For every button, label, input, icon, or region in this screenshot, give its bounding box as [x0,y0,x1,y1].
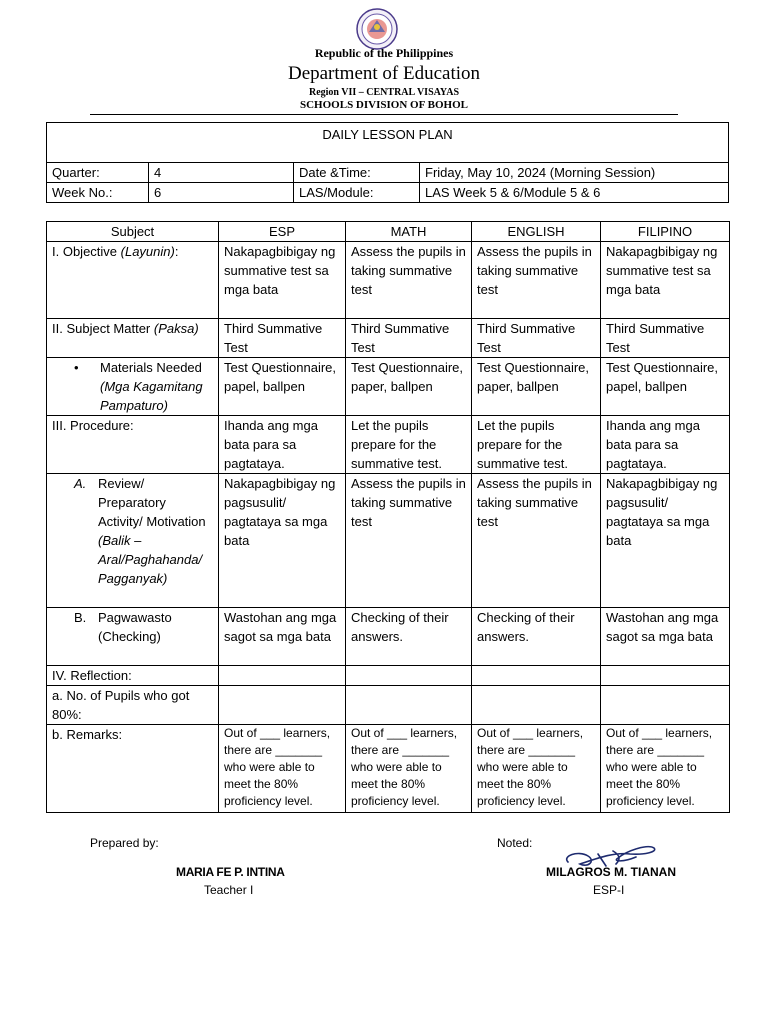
table-cell: Assess the pupils in taking summative test [472,242,601,319]
table-cell: Out of ___ learners, there are _______ who were able to meet the 80% proficiency level. [472,725,601,813]
table-row [47,666,730,686]
table-cell: Let the pupils prepare for the summative test. [472,416,601,474]
table-row [47,242,730,319]
bullet-icon: • [74,360,79,375]
table-cell [601,686,730,725]
table-cell: Nakapagbibigay ng pagsusulit/ pagtataya sa mga bata [219,474,346,608]
materials-label: • Materials Needed (Mga Kagamitang Pampaturo) [47,358,219,416]
deped-seal-icon [356,8,398,50]
table-row [47,474,730,608]
table-cell [472,666,601,686]
table-cell: Out of ___ learners, there are _______ who were able to meet the 80% proficiency level. [346,725,472,813]
table-cell [346,686,472,725]
table-cell: Ihanda ang mga bata para sa pagtataya. [601,416,730,474]
table-cell: Test Questionnaire, paper, ballpen [472,358,601,416]
table-row [47,416,730,474]
table-cell: Wastohan ang mga sagot sa mga bata [219,608,346,666]
module-label: LAS/Module: [294,183,420,203]
table-cell: Nakapagbibigay ng pagsusulit/ pagtataya sa mga bata [601,474,730,608]
column-header: Subject [47,222,219,242]
noted-label: Noted: [497,836,533,850]
republic-line: Republic of the Philippines [314,46,454,60]
table-cell: Test Questionnaire, papel, ballpen [601,358,730,416]
table-cell: Third Summative Test [219,319,346,358]
column-header: ESP [219,222,346,242]
table-cell [346,666,472,686]
table-cell: Out of ___ learners, there are _______ who were able to meet the 80% proficiency level. [601,725,730,813]
checking-label: B. Pagwawasto (Checking) [47,608,219,666]
region-line: Region VII – CENTRAL VISAYAS [308,87,460,98]
module-value: LAS Week 5 & 6/Module 5 & 6 [420,183,729,203]
week-label: Week No.: [47,183,149,203]
table-cell: Third Summative Test [472,319,601,358]
table-cell: Nakapagbibigay ng summative test sa mga bata [219,242,346,319]
objective-label: I. Objective (Layunin): [47,242,219,319]
prepared-by-label: Prepared by: [90,836,159,850]
date-label: Date &Time: [294,163,420,183]
prepared-by-position: Teacher I [204,883,254,897]
quarter-value: 4 [149,163,294,183]
column-header: FILIPINO [601,222,730,242]
table-cell: Out of ___ learners, there are _______ who were able to meet the 80% proficiency level. [219,725,346,813]
plan-title: DAILY LESSON PLAN [47,123,729,163]
table-cell: Assess the pupils in taking summative test [346,242,472,319]
subject-matter-label: II. Subject Matter (Paksa) [47,319,219,358]
prepared-by-name: MARIA FE P. INTINA [176,865,285,879]
lesson-plan-table [46,221,730,813]
remarks-label: b. Remarks: [47,725,219,813]
table-cell: Wastohan ang mga sagot sa mga bata [601,608,730,666]
date-value: Friday, May 10, 2024 (Morning Session) [420,163,729,183]
table-cell: Checking of their answers. [346,608,472,666]
department-title: Department of Education [287,63,481,84]
week-value: 6 [149,183,294,203]
table-cell [219,666,346,686]
table-cell: Ihanda ang mga bata para sa pagtataya. [219,416,346,474]
division-line: SCHOOLS DIVISION OF BOHOL [300,99,468,111]
header-divider [90,114,678,115]
table-cell: Third Summative Test [346,319,472,358]
table-row [47,608,730,666]
table-cell: Assess the pupils in taking summative test [472,474,601,608]
column-header: ENGLISH [472,222,601,242]
table-cell: Test Questionnaire, papel, ballpen [219,358,346,416]
review-label: A. Review/ Preparatory Activity/ Motivation (Balik – Aral/Paghahanda/ Pagganyak) [47,474,219,608]
column-header: MATH [346,222,472,242]
lesson-info-table [46,122,729,203]
table-cell: Test Questionnaire, paper, ballpen [346,358,472,416]
noted-by-position: ESP-I [593,883,625,897]
table-header-row [47,222,730,242]
table-row [47,319,730,358]
table-cell: Assess the pupils in taking summative test [346,474,472,608]
table-cell [601,666,730,686]
table-cell: Checking of their answers. [472,608,601,666]
table-cell [219,686,346,725]
pupils-label: a. No. of Pupils who got 80%: [47,686,219,725]
noted-by-name: MILAGROS M. TIANAN [546,865,676,879]
reflection-label: IV. Reflection: [47,666,219,686]
table-cell: Nakapagbibigay ng summative test sa mga bata [601,242,730,319]
procedure-label: III. Procedure: [47,416,219,474]
table-row [47,358,730,416]
table-row [47,686,730,725]
table-cell: Let the pupils prepare for the summative test. [346,416,472,474]
table-row [47,725,730,813]
table-cell [472,686,601,725]
quarter-label: Quarter: [47,163,149,183]
table-cell: Third Summative Test [601,319,730,358]
